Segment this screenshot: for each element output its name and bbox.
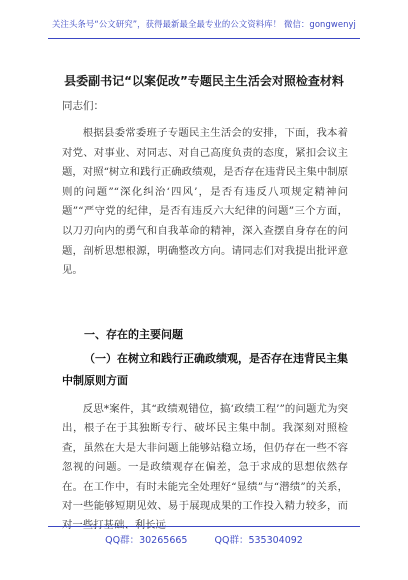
footer	[0, 532, 408, 546]
intro-paragraph-block	[62, 124, 348, 281]
subsection-paragraph-block	[62, 400, 348, 536]
header-divider	[48, 38, 360, 39]
footer-divider	[48, 526, 360, 527]
header-banner: 关注头条号“公文研究”，获得最新最全最专业的公文资料库！ 微信：gongwenyj	[52, 19, 356, 29]
footer-qq-group-2: QQ群：535304092	[214, 535, 303, 546]
document-title: 县委副书记“以案促改”专题民主生活会对照检查材料	[64, 74, 344, 88]
section-heading: 一、存在的主要问题	[84, 328, 183, 341]
subsection-paragraph: 反思*案件，其“政绩观错位，搞‘政绩工程’”的问题尤为突出，根子在于其独断专行、破坏民主集中制。我深刻对照检查，虽然在大是大非问题上能够站稳立场，但仍存在一些不容忽视的问题。一是政绩观存在偏差，急于求成的思想依然存在。在工作中，有时未能完全处理好“显绩”与“潜绩”的关系，对一些能够短期见效、易于展现成果的工作投入精力较多，而对一些打基础、利长远	[62, 403, 348, 532]
footer-qq-group-1: QQ群：30265665	[105, 535, 188, 546]
salutation: 同志们：	[62, 100, 104, 112]
subsection-heading: （一）在树立和践行正确政绩观，是否存在违背民主集中制原则方面	[62, 352, 348, 387]
intro-paragraph: 根据县委常委班子专题民主生活会的安排，下面，我本着对党、对事业、对同志、对自己高度负责的态度，紧扣会议主题，对照“树立和践行正确政绩观，是否存在违背民主集中制原则的问题”“深化纠治‘四风’，是否有违反八项规定精神问题”“严守党的纪律，是否有违反六大纪律的问题”三个方面，以刀刃向内的勇气和自我革命的精神，深入查摆自身存在的问题，剖析思想根源，明确整改方向。请同志们对我提出批评意见。	[62, 127, 348, 277]
